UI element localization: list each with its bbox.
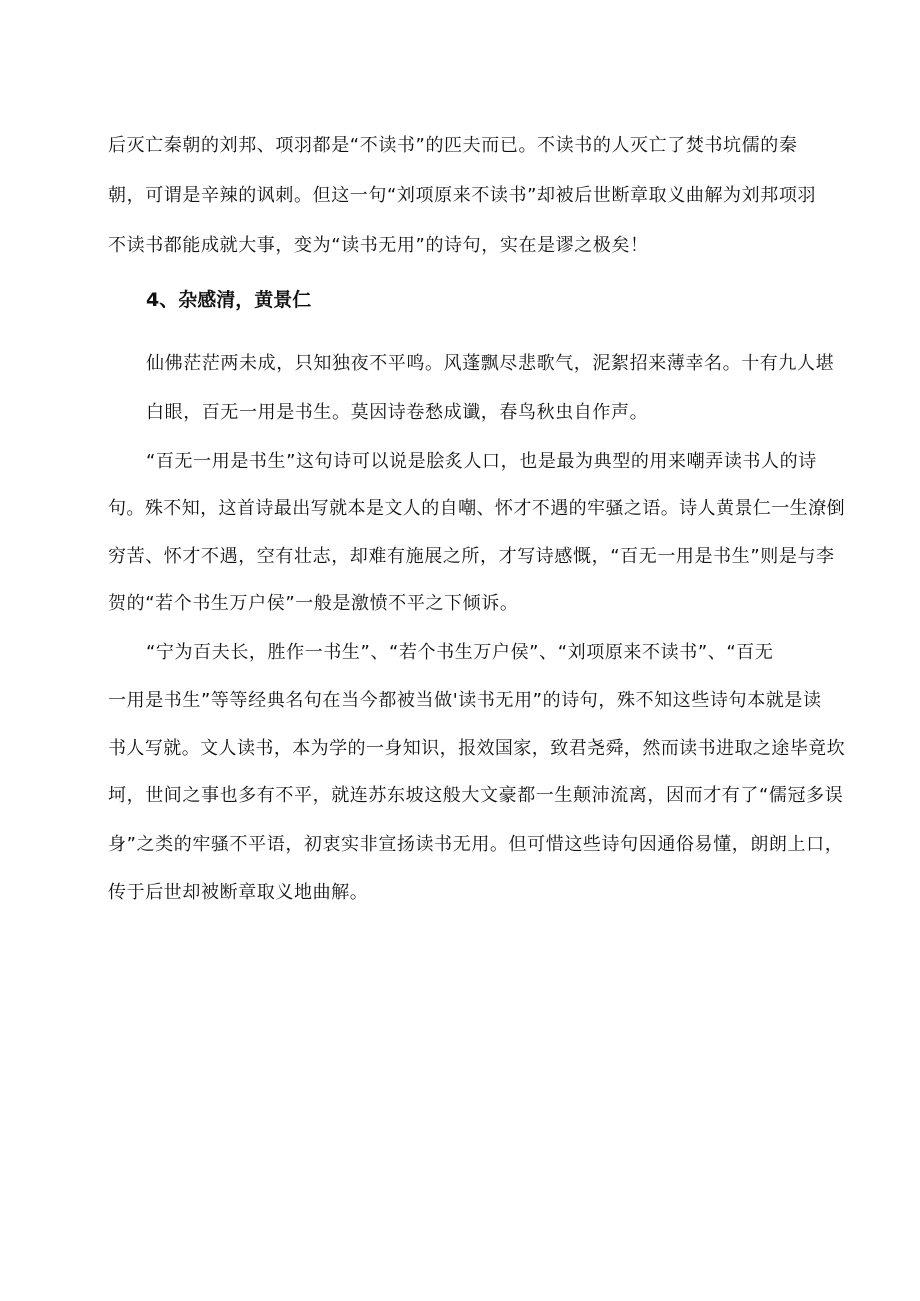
paragraph-2-line-3: 穷苦、怀才不遇，空有壮志，却难有施展之所，才写诗感慨，“百无一用是书生”则是与李 xyxy=(108,546,835,567)
paragraph-1-line-2: 朝，可谓是辛辣的讽刺。但这一句“刘项原来不读书”却被后世断章取义曲解为刘邦项羽 xyxy=(108,185,817,206)
paragraph-2-line-4: 贺的“若个书生万户侯”一般是激愤不平之下倾诉。 xyxy=(108,593,519,614)
paragraph-3-line-6: 传于后世却被断章取义地曲解。 xyxy=(108,882,369,903)
section-heading-4: 4、杂感清，黄景仁 xyxy=(146,289,312,311)
paragraph-1-line-1: 后灭亡秦朝的刘邦、项羽都是“不读书”的匹夫而已。不读书的人灭亡了焚书坑儒的秦 xyxy=(108,135,798,156)
paragraph-1-line-3: 不读书都能成就大事，变为“读书无用”的诗句，实在是谬之极矣！ xyxy=(108,235,649,256)
poem-line-2: 白眼，百无一用是书生。莫因诗卷愁成谶，春鸟秋虫自作声。 xyxy=(146,402,649,423)
poem-line-1: 仙佛茫茫两未成，只知独夜不平鸣。风蓬飘尽悲歌气，泥絮招来薄幸名。十有九人堪 xyxy=(146,353,835,374)
paragraph-3-line-4: 坷，世间之事也多有不平，就连苏东坡这般大文豪都一生颠沛流离，因而才有了“儒冠多误 xyxy=(108,785,844,806)
paragraph-2-line-1: “百无一用是书生”这句诗可以说是脍炙人口，也是最为典型的用来嘲弄读书人的诗 xyxy=(146,451,817,472)
paragraph-3-line-2: 一用是书生”等等经典名句在当今都被当做'读书无用”的诗句，殊不知这些诗句本就是读 xyxy=(108,690,822,711)
paragraph-3-line-3: 书人写就。文人读书，本为学的一身知识，报效国家，致君尧舜，然而读书进取之途毕竟坎 xyxy=(108,738,845,759)
paragraph-2-line-2: 句。殊不知，这首诗最出写就本是文人的自嘲、怀才不遇的牢骚之语。诗人黄景仁一生潦倒 xyxy=(108,498,845,519)
paragraph-3-line-1: “宁为百夫长，胜作一书生”、“若个书生万户侯”、“刘项原来不读书”、“百无 xyxy=(146,642,774,663)
paragraph-3-line-5: 身”之类的牢骚不平语，初衷实非宣扬读书无用。但可惜这些诗句因通俗易懂，朗朗上口， xyxy=(108,834,844,855)
